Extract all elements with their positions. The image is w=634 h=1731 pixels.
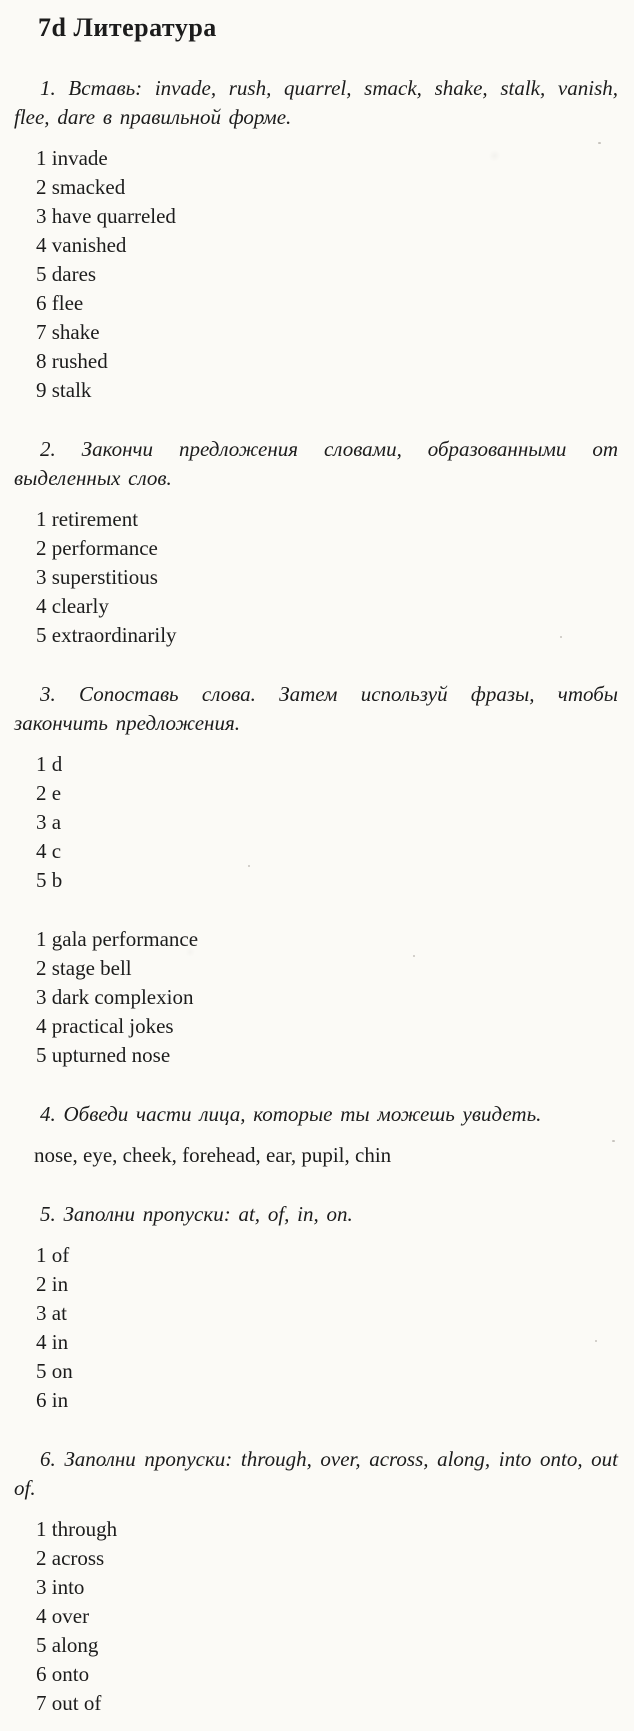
page-title: 7d Литература (38, 13, 217, 42)
answer-item: 5 on (36, 1359, 73, 1383)
exercise-instruction: 3. Сопоставь слова. Затем используй фразы, чтобы закончить предложения. (14, 682, 618, 735)
exercise-section (14, 680, 618, 1070)
answer-item: 4 practical jokes (36, 1014, 174, 1038)
answer-list (14, 750, 618, 895)
answer-item: 4 c (36, 839, 62, 863)
answer-item: 2 e (36, 781, 62, 805)
exercise-instruction: 4. Обведи части лица, которые ты можешь увидеть. (40, 1102, 542, 1126)
answer-item: 3 a (36, 810, 62, 834)
answer-item: 3 superstitious (36, 565, 158, 589)
answer-item: 5 b (36, 868, 63, 892)
answer-item: 2 stage bell (36, 956, 132, 980)
scan-speck (248, 865, 250, 867)
answer-item: 1 d (36, 752, 63, 776)
exercise-instruction: 1. Вставь: invade, rush, quarrel, smack, shake, stalk, vanish, flee, dare в правильной форме. (14, 76, 618, 129)
answer-item: 6 flee (36, 291, 84, 315)
answer-item: 5 dares (36, 262, 97, 286)
answer-item: 2 in (36, 1272, 69, 1296)
answer-item: 6 onto (36, 1662, 90, 1686)
answer-item: 9 stalk (36, 378, 92, 402)
answer-item: 1 of (36, 1243, 70, 1267)
answer-item: 6 in (36, 1388, 69, 1412)
answer-item: 4 vanished (36, 233, 127, 257)
scan-speck (595, 1340, 597, 1342)
answer-item: 1 through (36, 1517, 118, 1541)
answer-list (14, 144, 618, 405)
answer-item: 4 in (36, 1330, 69, 1354)
exercise-section (14, 1200, 618, 1415)
answer-item: 5 along (36, 1633, 99, 1657)
exercise-instruction: 2. Закончи предложения словами, образованными от выделенных слов. (14, 437, 618, 490)
answer-item: 3 dark complexion (36, 985, 194, 1009)
answer-item: 7 shake (36, 320, 100, 344)
answer-list (14, 1515, 618, 1718)
exercise-instruction: 5. Заполни пропуски: at, of, in, on. (40, 1202, 353, 1226)
answer-item: 3 at (36, 1301, 67, 1325)
exercise-instruction: 6. Заполни пропуски: through, over, across, along, into onto, out of. (14, 1447, 618, 1500)
answer-item: 2 performance (36, 536, 158, 560)
answer-item: 1 gala performance (36, 927, 199, 951)
answer-line: nose, eye, cheek, forehead, ear, pupil, chin (34, 1143, 392, 1167)
exercise-sections (14, 74, 618, 1718)
scan-speck (560, 636, 562, 638)
exercise-section (14, 1100, 618, 1170)
answer-item: 5 extraordinarily (36, 623, 177, 647)
answer-item: 7 out of (36, 1691, 102, 1715)
scan-speck (612, 1140, 615, 1142)
answer-item: 5 upturned nose (36, 1043, 171, 1067)
scan-speck (598, 142, 601, 144)
scan-speck (413, 955, 415, 957)
answer-list (14, 925, 618, 1070)
exercise-section (14, 1445, 618, 1718)
answer-item: 3 into (36, 1575, 85, 1599)
answer-item: 2 across (36, 1546, 105, 1570)
exercise-section (14, 74, 618, 405)
answer-item: 3 have quarreled (36, 204, 176, 228)
answer-list (14, 1241, 618, 1415)
answer-item: 8 rushed (36, 349, 108, 373)
answer-item: 2 smacked (36, 175, 126, 199)
exercise-section (14, 435, 618, 650)
answer-item: 1 invade (36, 146, 108, 170)
answer-item: 4 clearly (36, 594, 109, 618)
answer-item: 4 over (36, 1604, 90, 1628)
answer-list (14, 505, 618, 650)
answer-item: 1 retirement (36, 507, 139, 531)
